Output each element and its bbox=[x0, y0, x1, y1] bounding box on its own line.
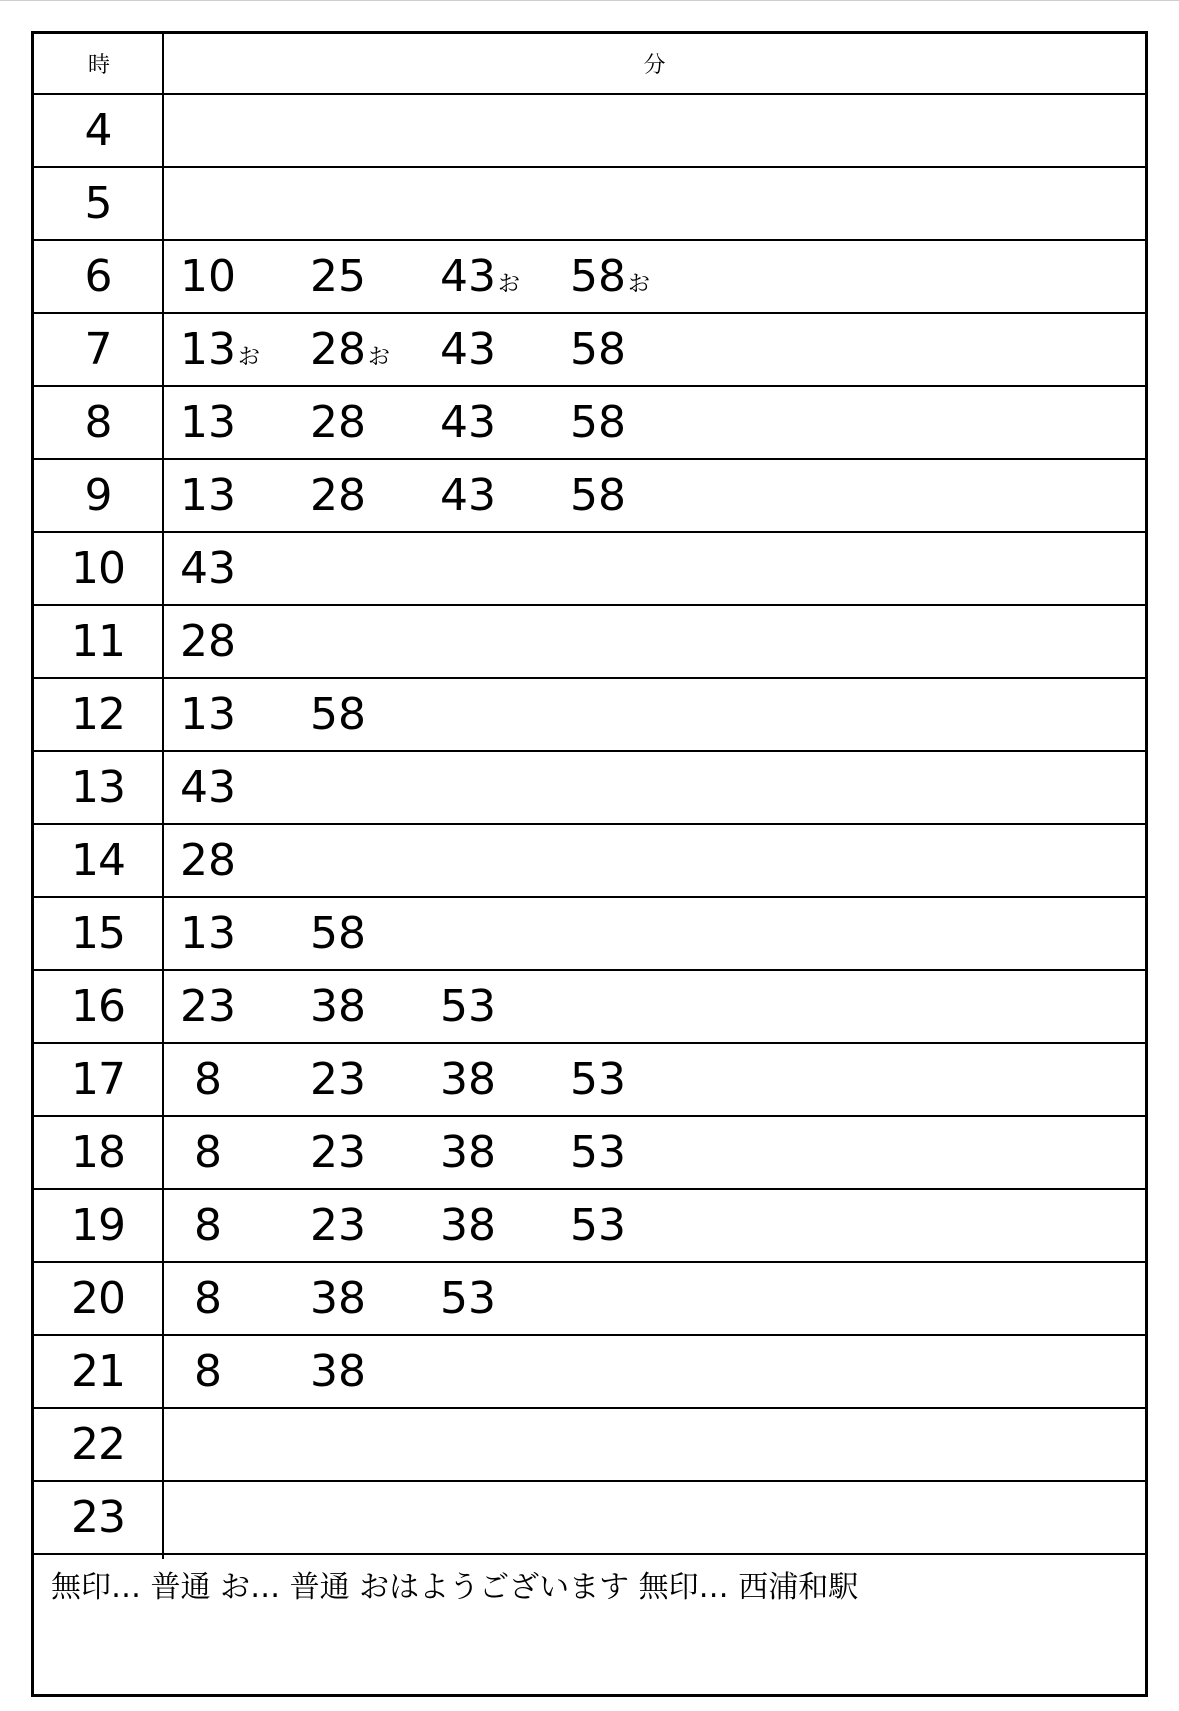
departure-minute: 28 bbox=[180, 616, 236, 667]
departure-time bbox=[180, 616, 310, 667]
hour-cell: 18 bbox=[71, 1127, 125, 1178]
hour-cell: 14 bbox=[71, 835, 125, 886]
departure-minute: 53 bbox=[440, 1273, 496, 1324]
timetable-row bbox=[34, 533, 1145, 606]
departure-minute: 43 bbox=[440, 251, 496, 302]
departure-time bbox=[570, 397, 700, 448]
departure-time bbox=[310, 1273, 440, 1324]
departure-minute: 43 bbox=[440, 397, 496, 448]
departure-minute: 28 bbox=[310, 470, 366, 521]
departure-time bbox=[180, 835, 310, 886]
departure-time bbox=[180, 1273, 310, 1324]
departure-minute: 25 bbox=[310, 251, 366, 302]
departure-minute: 53 bbox=[570, 1200, 626, 1251]
departure-minute: 38 bbox=[310, 1346, 366, 1397]
minute-list bbox=[180, 387, 700, 458]
departure-minute: 43 bbox=[180, 543, 236, 594]
hour-cell: 21 bbox=[71, 1346, 125, 1397]
departure-time bbox=[180, 908, 310, 959]
timetable-row bbox=[34, 825, 1145, 898]
minute-list bbox=[180, 825, 310, 896]
train-type-mark: お bbox=[498, 272, 521, 297]
minute-list bbox=[180, 1263, 570, 1334]
departure-minute: 28 bbox=[310, 324, 366, 375]
timetable-row bbox=[34, 1190, 1145, 1263]
hour-cell: 23 bbox=[71, 1492, 125, 1543]
departure-time bbox=[310, 1127, 440, 1178]
departure-minute: 38 bbox=[440, 1127, 496, 1178]
departure-minute: 58 bbox=[570, 251, 626, 302]
hour-cell: 12 bbox=[71, 689, 125, 740]
timetable-row bbox=[34, 1117, 1145, 1190]
timetable-row bbox=[34, 1482, 1145, 1555]
departure-time bbox=[180, 689, 310, 740]
departure-minute: 38 bbox=[440, 1054, 496, 1105]
timetable-row bbox=[34, 1336, 1145, 1409]
timetable-row bbox=[34, 752, 1145, 825]
hour-cell: 13 bbox=[71, 762, 125, 813]
departure-minute: 8 bbox=[194, 1127, 222, 1178]
departure-minute: 10 bbox=[180, 251, 236, 302]
departure-minute: 58 bbox=[570, 470, 626, 521]
hour-column-header: 時 bbox=[87, 53, 110, 78]
minute-column-header: 分 bbox=[643, 53, 666, 78]
minute-list bbox=[180, 1336, 440, 1407]
departure-minute: 43 bbox=[440, 324, 496, 375]
departure-minute: 43 bbox=[440, 470, 496, 521]
departure-time bbox=[440, 1054, 570, 1105]
hour-cell: 7 bbox=[84, 324, 112, 375]
timetable-row bbox=[34, 168, 1145, 241]
departure-minute: 28 bbox=[310, 397, 366, 448]
departure-minute: 58 bbox=[570, 397, 626, 448]
legend-note: 無印… 普通 お… 普通 おはようございます 無印… 西浦和駅 bbox=[51, 1570, 859, 1605]
departure-time bbox=[310, 1200, 440, 1251]
train-type-mark: お bbox=[628, 272, 651, 297]
departure-time bbox=[570, 324, 700, 375]
timetable-row bbox=[34, 606, 1145, 679]
minute-list bbox=[180, 533, 310, 604]
departure-minute: 38 bbox=[440, 1200, 496, 1251]
timetable-row bbox=[34, 1263, 1145, 1336]
departure-minute: 23 bbox=[310, 1200, 366, 1251]
departure-time bbox=[310, 1054, 440, 1105]
departure-minute: 23 bbox=[310, 1054, 366, 1105]
departure-time bbox=[440, 251, 570, 302]
timetable-row bbox=[34, 1409, 1145, 1482]
timetable-row bbox=[34, 1044, 1145, 1117]
hour-cell: 11 bbox=[71, 616, 125, 667]
hour-cell: 5 bbox=[84, 178, 112, 229]
departure-minute: 8 bbox=[194, 1273, 222, 1324]
departure-time bbox=[440, 1127, 570, 1178]
minute-list bbox=[180, 1044, 700, 1115]
timetable-row bbox=[34, 460, 1145, 533]
hour-cell: 4 bbox=[84, 105, 112, 156]
departure-time bbox=[180, 1127, 310, 1178]
departure-minute: 23 bbox=[310, 1127, 366, 1178]
departure-time bbox=[180, 1200, 310, 1251]
minute-list bbox=[180, 679, 440, 750]
departure-time bbox=[180, 762, 310, 813]
minute-list bbox=[180, 460, 700, 531]
departure-minute: 23 bbox=[180, 981, 236, 1032]
departure-time bbox=[310, 470, 440, 521]
departure-time bbox=[440, 470, 570, 521]
hour-cell: 15 bbox=[71, 908, 125, 959]
departure-time bbox=[180, 470, 310, 521]
top-edge-rule bbox=[0, 0, 1179, 1]
timetable-row bbox=[34, 679, 1145, 752]
minute-list bbox=[180, 1117, 700, 1188]
departure-time bbox=[570, 1200, 700, 1251]
departure-time bbox=[570, 1054, 700, 1105]
hour-cell: 10 bbox=[71, 543, 125, 594]
minute-list bbox=[180, 1190, 700, 1261]
departure-time bbox=[570, 1127, 700, 1178]
departure-minute: 53 bbox=[570, 1054, 626, 1105]
departure-time bbox=[310, 908, 440, 959]
minute-list bbox=[180, 606, 310, 677]
departure-time bbox=[180, 251, 310, 302]
train-type-mark: お bbox=[238, 345, 261, 370]
departure-time bbox=[570, 251, 700, 302]
departure-time bbox=[440, 324, 570, 375]
hour-cell: 17 bbox=[71, 1054, 125, 1105]
hour-cell: 8 bbox=[84, 397, 112, 448]
hour-cell: 22 bbox=[71, 1419, 125, 1470]
minute-list bbox=[180, 241, 700, 312]
departure-time bbox=[180, 324, 310, 375]
hour-cell: 6 bbox=[84, 251, 112, 302]
departure-minute: 13 bbox=[180, 397, 236, 448]
timetable-row bbox=[34, 241, 1145, 314]
minute-list bbox=[180, 971, 570, 1042]
departure-time bbox=[180, 543, 310, 594]
hour-cell: 16 bbox=[71, 981, 125, 1032]
departure-minute: 8 bbox=[194, 1054, 222, 1105]
departure-time bbox=[440, 1200, 570, 1251]
minute-list bbox=[180, 752, 310, 823]
departure-minute: 13 bbox=[180, 689, 236, 740]
departure-time bbox=[310, 251, 440, 302]
timetable-sheet bbox=[31, 31, 1148, 1697]
departure-time bbox=[180, 981, 310, 1032]
departure-minute: 53 bbox=[570, 1127, 626, 1178]
timetable-row bbox=[34, 387, 1145, 460]
departure-minute: 38 bbox=[310, 1273, 366, 1324]
minute-list bbox=[180, 898, 440, 969]
departure-minute: 58 bbox=[570, 324, 626, 375]
minute-list bbox=[180, 314, 700, 385]
hour-cell: 9 bbox=[84, 470, 112, 521]
departure-minute: 8 bbox=[194, 1346, 222, 1397]
departure-time bbox=[310, 324, 440, 375]
timetable-row bbox=[34, 95, 1145, 168]
departure-minute: 13 bbox=[180, 470, 236, 521]
timetable-header-row bbox=[34, 34, 1145, 95]
departure-minute: 13 bbox=[180, 908, 236, 959]
departure-time bbox=[440, 1273, 570, 1324]
train-type-mark: お bbox=[368, 345, 391, 370]
departure-time bbox=[570, 470, 700, 521]
departure-minute: 13 bbox=[180, 324, 236, 375]
departure-time bbox=[180, 1054, 310, 1105]
departure-time bbox=[310, 1346, 440, 1397]
departure-minute: 58 bbox=[310, 908, 366, 959]
departure-time bbox=[440, 981, 570, 1032]
timetable-body bbox=[34, 95, 1145, 1555]
departure-minute: 8 bbox=[194, 1200, 222, 1251]
departure-time bbox=[310, 981, 440, 1032]
departure-minute: 43 bbox=[180, 762, 236, 813]
timetable-row bbox=[34, 971, 1145, 1044]
departure-time bbox=[310, 689, 440, 740]
departure-time bbox=[180, 1346, 310, 1397]
departure-time bbox=[180, 397, 310, 448]
timetable-row bbox=[34, 314, 1145, 387]
hour-cell: 19 bbox=[71, 1200, 125, 1251]
departure-minute: 58 bbox=[310, 689, 366, 740]
departure-minute: 53 bbox=[440, 981, 496, 1032]
hour-cell: 20 bbox=[71, 1273, 125, 1324]
departure-minute: 28 bbox=[180, 835, 236, 886]
departure-minute: 38 bbox=[310, 981, 366, 1032]
departure-time bbox=[310, 397, 440, 448]
timetable-row bbox=[34, 898, 1145, 971]
departure-time bbox=[440, 397, 570, 448]
